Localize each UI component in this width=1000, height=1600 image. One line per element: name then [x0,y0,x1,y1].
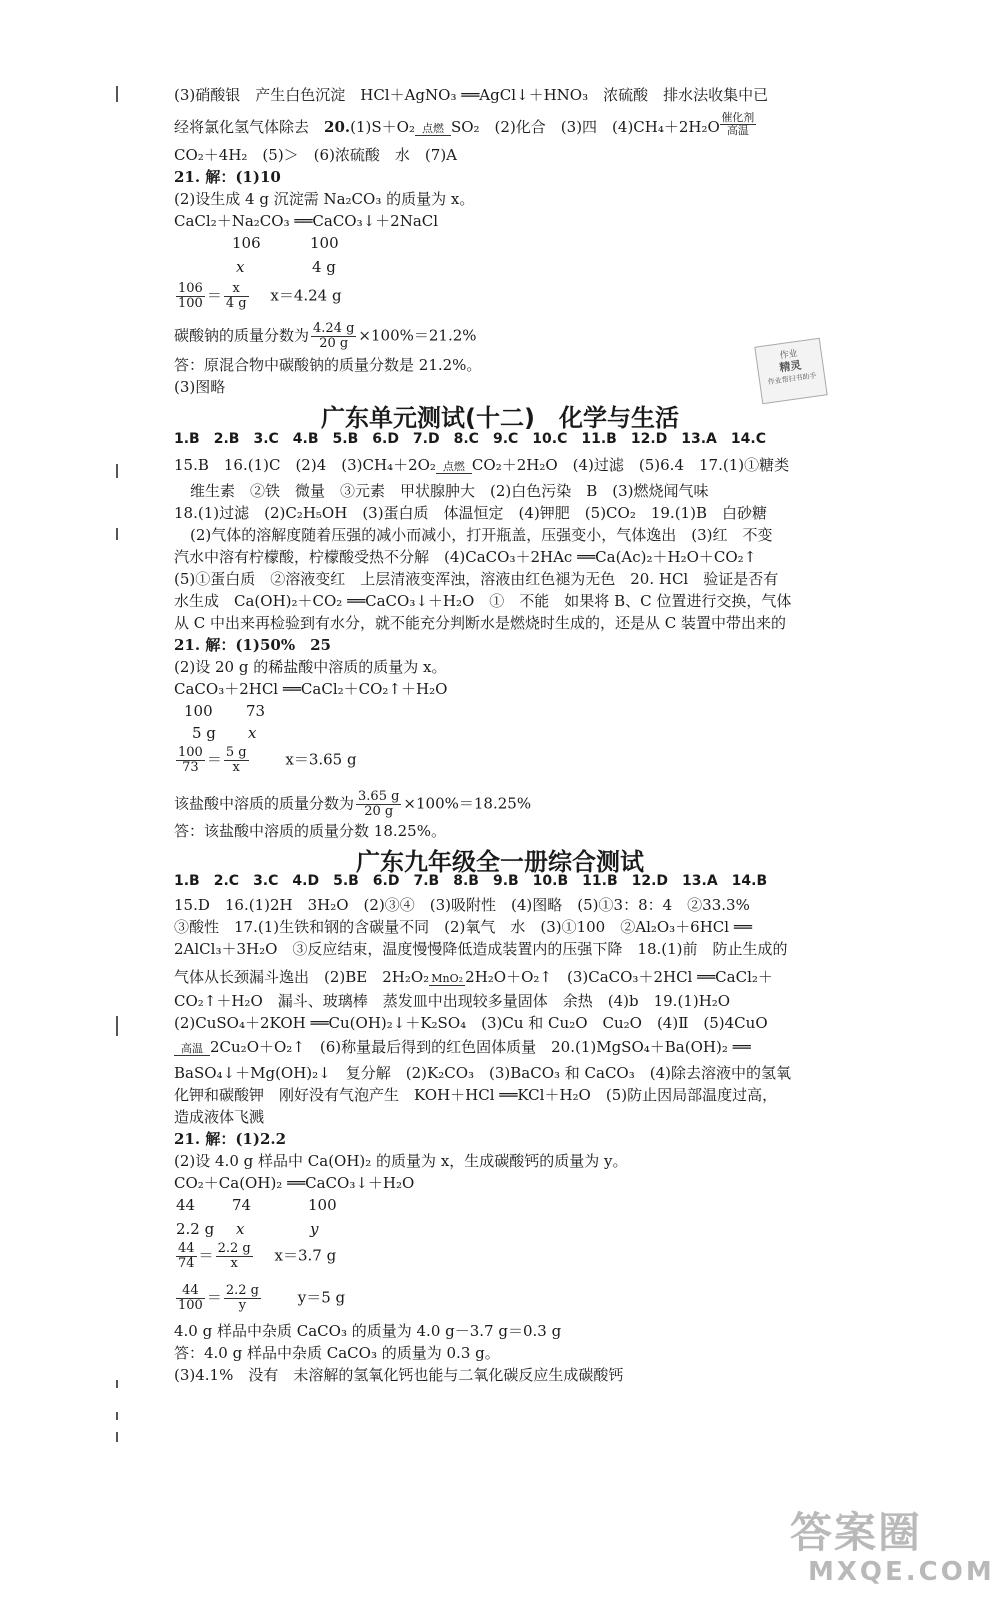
answer-line: CO₂↑＋H₂O 漏斗、玻璃棒 蒸发皿中出现较多量固体 余热 (4)b 19.(1)H₂O [174,992,731,1010]
answer-line: 化钾和碳酸钾 刚好没有气泡产生 KOH＋HCl ══KCl＋H₂O (5)防止因局部温度过高， [174,1086,778,1104]
answer-text: SO₂ (2)化合 (3)四 (4)CH₄＋2H₂O [450,118,720,136]
answer-line: (2)设 20 g 的稀盐酸中溶质的质量为 x。 [174,658,447,676]
fraction: $\frac{3.65 g}{20 g}$ [358,789,400,819]
answer-line: 维生素 ②铁 微量 ③元素 甲状腺肿大 (2)白色污染 B (3)燃烧闻气味 [190,482,709,500]
answer-line: 21. 解：(1)10 [174,168,281,186]
answer-text: x＝3.65 g [285,750,357,769]
equation-mass: x [236,1220,245,1238]
answer-line [174,112,974,136]
answer-line: BaSO₄↓＋Mg(OH)₂↓ 复分解 (2)K₂CO₃ (3)BaCO₃ 和 CaCO₃ (4)除去溶液中的氢氧 [174,1064,791,1082]
question-number: 20. [324,118,351,136]
fraction: $\frac{x}{4 g}$ [225,281,247,311]
answer-line: 水生成 Ca(OH)₂＋CO₂ ══CaCO₃↓＋H₂O ① 不能 如果将 B、C 位置进行交换，气体 [174,592,792,610]
equation-mass: 2.2 g [176,1220,215,1238]
answer-text: ×100%＝21.2% [358,326,477,345]
stamp-logo: 作业 精灵 作业帮扫书助手 [754,338,827,405]
fraction: $\frac{44}{100}$ [178,1283,203,1313]
margin-mark [116,528,118,540]
answer-text: 气体从长颈漏斗逸出 (2)BE 2H₂O₂ [174,968,430,986]
mcq-answers: 1.B 2.B 3.C 4.B 5.B 6.D 7.D 8.C 9.C 10.C 11.B 12.D 13.A 14.C [174,431,766,447]
margin-mark [116,1380,118,1388]
reaction-condition: 催化剂 高温 [721,111,755,137]
answer-line: ③酸性 17.(1)生铁和钢的含碳量不同 (2)氧气 水 (3)①100 ②Al₂O₃＋6HCl ══ [174,918,752,936]
equation-mass: x [248,724,257,742]
fraction: $\frac{44}{74}$ [178,1241,195,1271]
answer-line: 2AlCl₃＋3H₂O ③反应结束，温度慢慢降低造成装置内的压强下降 18.(1)前 防止生成的 [174,940,788,958]
equation-mass: 100 [310,234,339,252]
answer-line [174,322,974,351]
answer-line: 15.D 16.(1)2H 3H₂O (2)③④ (3)吸附性 (4)图略 (5)①3：8：4 ②33.3% [174,896,750,914]
answer-line: (3)4.1% 没有 未溶解的氢氧化钙也能与二氧化碳反应生成碳酸钙 [174,1366,624,1384]
answer-text: 2Cu₂O＋O₂↑ (6)称量最后得到的红色固体质量 20.(1)MgSO₄＋Ba(OH)₂ ══ [210,1038,751,1056]
answer-line: (2)设生成 4 g 沉淀需 Na₂CO₃ 的质量为 x。 [174,190,475,208]
fraction: $\frac{2.2 g}{y}$ [225,1283,259,1313]
answer-line: (2)CuSO₄＋2KOH ══Cu(OH)₂↓＋K₂SO₄ (3)Cu 和 Cu₂O Cu₂O (4)Ⅱ (5)4CuO [174,1014,768,1032]
answer-line [174,790,974,819]
answer-line: 答：4.0 g 样品中杂质 CaCO₃ 的质量为 0.3 g。 [174,1344,500,1362]
answer-line: 21. 解：(1)50% 25 [174,636,331,654]
proportion-line: $\frac{106}{100}$ ＝ $\frac{x}{4 g}$ x＝4.24 g [178,281,342,311]
answer-text: 经将氯化氢气体除去 [174,118,325,136]
answer-text: 15.B 16.(1)C (2)4 (3)CH₄＋2O₂ [174,456,436,474]
answer-line: 造成液体飞溅 [174,1108,265,1126]
equation-line: CaCO₃＋2HCl ══CaCl₂＋CO₂↑＋H₂O [174,680,448,698]
margin-mark [116,1432,118,1442]
answer-line: (2)设 4.0 g 样品中 Ca(OH)₂ 的质量为 x，生成碳酸钙的质量为 y。 [174,1152,628,1170]
answer-line [174,1038,974,1056]
answer-text: 该盐酸中溶质的质量分数为 [174,794,355,813]
answer-line [174,456,974,474]
answer-line: (5)①蛋白质 ②溶液变红 上层清液变浑浊，溶液由红色褪为无色 20. HCl 验证是否有 [174,570,779,588]
equation-mass: 5 g [192,724,216,742]
answer-text: 2H₂O＋O₂↑ (3)CaCO₃＋2HCl ══CaCl₂＋ [465,968,773,986]
answer-line: 答：原混合物中碳酸钠的质量分数是 21.2%。 [174,356,482,374]
answer-text: ×100%＝18.25% [403,794,532,813]
equation-mass: 100 [184,702,213,720]
proportion-line: $\frac{44}{100}$ ＝ $\frac{2.2 g}{y}$ y＝5 g [178,1283,346,1313]
answer-line: (2)气体的溶解度随着压强的减小而减小，打开瓶盖，压强变小，气体逸出 (3)红 不变 [190,526,773,544]
answer-text: (1)S＋O₂ [350,118,415,136]
mcq-answers: 1.B 2.C 3.C 4.D 5.B 6.D 7.B 8.B 9.B 10.B 11.B 12.D 13.A 14.B [174,873,768,889]
fraction: $\frac{5 g}{x}$ [225,745,247,775]
margin-mark [116,1412,118,1420]
equation-mass: 73 [246,702,266,720]
equation-mass: y [310,1220,319,1238]
answer-line [174,968,974,986]
proportion-line: $\frac{44}{74}$ ＝ $\frac{2.2 g}{x}$ x＝3.7 g [178,1241,337,1271]
watermark-logo: 答案圈 MXQE.COM [790,1508,995,1587]
fraction: $\frac{106}{100}$ [178,281,203,311]
reaction-condition: 点燃 [436,461,472,474]
equation-mass: 4 g [312,258,336,276]
equation-mass: x [236,258,245,276]
answer-line: 21. 解：(1)2.2 [174,1130,287,1148]
answer-line: 答：该盐酸中溶质的质量分数 18.25%。 [174,822,446,840]
answer-line: 汽水中溶有柠檬酸，柠檬酸受热不分解 (4)CaCO₃＋2HAc ══Ca(Ac)₂＋H₂O＋CO₂↑ [174,548,757,566]
section-title: 广东单元测试(十二) 化学与生活 [321,404,679,432]
equation-mass: 74 [232,1196,252,1214]
equation-mass: 106 [232,234,261,252]
margin-mark [116,86,118,102]
reaction-condition: 点燃 [415,123,451,136]
answer-line: (3)硝酸银 产生白色沉淀 HCl＋AgNO₃ ══AgCl↓＋HNO₃ 浓硫酸 排水法收集中已 [174,86,769,104]
equation-mass: 44 [176,1196,196,1214]
section-title: 广东九年级全一册综合测试 [356,848,644,876]
equation-line: CO₂＋Ca(OH)₂ ══CaCO₃↓＋H₂O [174,1174,415,1192]
answer-text: 碳酸钠的质量分数为 [174,326,310,345]
equation-mass: 100 [308,1196,337,1214]
answer-line: (3)图略 [174,378,226,396]
answer-text: x＝3.7 g [274,1246,337,1265]
answer-line: 18.(1)过滤 (2)C₂H₅OH (3)蛋白质 体温恒定 (4)钾肥 (5)CO₂ 19.(1)B 白砂糖 [174,504,767,522]
margin-mark [116,1016,118,1036]
reaction-condition: 高温 [174,1043,210,1056]
answer-text: CO₂＋2H₂O (4)过滤 (5)6.4 17.(1)①糖类 [471,456,790,474]
proportion-line: $\frac{100}{73}$ ＝ $\frac{5 g}{x}$ x＝3.65 g [178,745,357,775]
fraction: $\frac{100}{73}$ [178,745,203,775]
equation-line: CaCl₂＋Na₂CO₃ ══CaCO₃↓＋2NaCl [174,212,439,230]
fraction: $\frac{2.2 g}{x}$ [217,1241,251,1271]
reaction-condition: MnO₂ [429,973,465,986]
answer-line: 从 C 中出来再检验到有水分，就不能充分判断水是燃烧时生成的，还是从 C 装置中带出来的 [174,614,787,632]
fraction: $\frac{4.24 g}{20 g}$ [313,321,355,351]
margin-mark [116,464,118,478]
answer-line: 4.0 g 样品中杂质 CaCO₃ 的质量为 4.0 g－3.7 g＝0.3 g [174,1322,562,1340]
answer-text: y＝5 g [297,1288,346,1307]
answer-text: x＝4.24 g [270,286,342,305]
answer-line: CO₂＋4H₂ (5)＞ (6)浓硫酸 水 (7)A [174,146,458,164]
